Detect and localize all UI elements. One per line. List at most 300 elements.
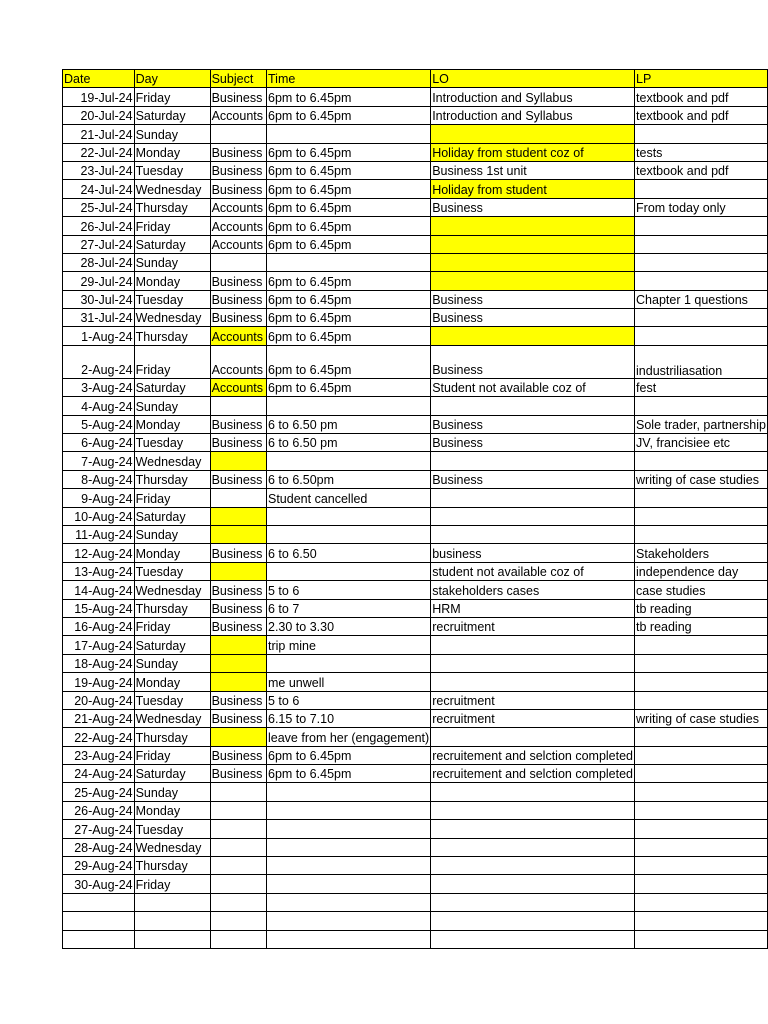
cell-date[interactable]: 23-Jul-24 [63, 161, 135, 179]
cell-subject[interactable] [210, 507, 266, 525]
cell-subject[interactable] [210, 930, 266, 948]
cell-subject[interactable]: Business [210, 746, 266, 764]
cell-lo[interactable] [431, 217, 635, 235]
header-time[interactable]: Time [267, 70, 431, 88]
cell-time[interactable]: me unwell [267, 673, 431, 691]
cell-day[interactable]: Thursday [134, 857, 210, 875]
cell-subject[interactable]: Business [210, 309, 266, 327]
cell-time[interactable] [267, 912, 431, 930]
cell-lo[interactable] [431, 452, 635, 470]
cell-lp[interactable] [635, 820, 768, 838]
table-row [63, 397, 768, 415]
cell-lo[interactable]: Holiday from student [431, 180, 635, 198]
cell-lo[interactable]: Holiday from student coz of [431, 143, 635, 161]
cell-time[interactable]: trip mine [267, 636, 431, 654]
cell-lo[interactable] [431, 912, 635, 930]
cell-lo[interactable]: Introduction and Syllabus [431, 106, 635, 124]
cell-lp[interactable]: tb reading [635, 617, 768, 635]
cell-subject[interactable] [210, 673, 266, 691]
cell-lp[interactable] [635, 893, 768, 911]
cell-subject[interactable]: Business [210, 290, 266, 308]
cell-date[interactable] [63, 893, 135, 911]
cell-time[interactable] [267, 253, 431, 271]
cell-subject[interactable]: Business [210, 470, 266, 488]
cell-lp[interactable]: JV, francisiee etc [635, 434, 768, 452]
cell-date[interactable]: 19-Jul-24 [63, 88, 135, 106]
cell-date[interactable]: 28-Aug-24 [63, 838, 135, 856]
cell-subject[interactable] [210, 857, 266, 875]
cell-date[interactable]: 11-Aug-24 [63, 525, 135, 543]
cell-lo[interactable] [431, 327, 635, 345]
cell-date[interactable]: 6-Aug-24 [63, 434, 135, 452]
cell-subject[interactable]: Business [210, 691, 266, 709]
cell-lo[interactable]: business [431, 544, 635, 562]
cell-day[interactable]: Monday [134, 143, 210, 161]
cell-lo[interactable]: student not available coz of [431, 562, 635, 580]
cell-subject[interactable]: Business [210, 599, 266, 617]
cell-day[interactable]: Tuesday [134, 562, 210, 580]
cell-subject[interactable]: Business [210, 161, 266, 179]
table-row [63, 912, 768, 930]
cell-date[interactable]: 8-Aug-24 [63, 470, 135, 488]
cell-lo[interactable] [431, 783, 635, 801]
cell-date[interactable]: 29-Aug-24 [63, 857, 135, 875]
cell-subject[interactable] [210, 397, 266, 415]
cell-time[interactable] [267, 397, 431, 415]
cell-subject[interactable]: Business [210, 544, 266, 562]
cell-date[interactable]: 21-Aug-24 [63, 709, 135, 727]
cell-date[interactable]: 12-Aug-24 [63, 544, 135, 562]
cell-date[interactable]: 4-Aug-24 [63, 397, 135, 415]
cell-lp[interactable] [635, 636, 768, 654]
cell-subject[interactable] [210, 820, 266, 838]
cell-subject[interactable]: Accounts [210, 217, 266, 235]
table-row [63, 673, 768, 691]
header-lp[interactable]: LP [635, 70, 768, 88]
cell-lp[interactable]: textbook and pdf [635, 88, 768, 106]
cell-lp[interactable] [635, 691, 768, 709]
cell-lo[interactable] [431, 673, 635, 691]
cell-subject[interactable] [210, 452, 266, 470]
cell-day[interactable]: Thursday [134, 327, 210, 345]
cell-time[interactable]: 6pm to 6.45pm [267, 765, 431, 783]
cell-time[interactable]: 6pm to 6.45pm [267, 272, 431, 290]
cell-time[interactable]: leave from her (engagement) [267, 728, 431, 746]
cell-lp[interactable]: textbook and pdf [635, 161, 768, 179]
cell-lp[interactable]: writing of case studies [635, 470, 768, 488]
cell-date[interactable]: 26-Aug-24 [63, 801, 135, 819]
cell-lp[interactable] [635, 838, 768, 856]
cell-time[interactable] [267, 783, 431, 801]
cell-subject[interactable] [210, 525, 266, 543]
cell-lp[interactable] [635, 125, 768, 143]
cell-time[interactable]: 5 to 6 [267, 691, 431, 709]
table-row [63, 452, 768, 470]
cell-date[interactable]: 29-Jul-24 [63, 272, 135, 290]
cell-lp[interactable] [635, 217, 768, 235]
cell-subject[interactable] [210, 893, 266, 911]
cell-lp[interactable] [635, 253, 768, 271]
cell-day[interactable]: Sunday [134, 654, 210, 672]
cell-date[interactable]: 20-Aug-24 [63, 691, 135, 709]
cell-day[interactable]: Tuesday [134, 161, 210, 179]
cell-subject[interactable]: Business [210, 415, 266, 433]
cell-subject[interactable] [210, 636, 266, 654]
cell-lo[interactable] [431, 125, 635, 143]
table-row [63, 820, 768, 838]
cell-date[interactable] [63, 912, 135, 930]
cell-subject[interactable] [210, 654, 266, 672]
cell-lp[interactable] [635, 180, 768, 198]
cell-time[interactable]: 6pm to 6.45pm [267, 106, 431, 124]
cell-lo[interactable] [431, 525, 635, 543]
cell-subject[interactable]: Accounts [210, 378, 266, 396]
cell-time[interactable] [267, 525, 431, 543]
cell-date[interactable]: 15-Aug-24 [63, 599, 135, 617]
cell-time[interactable]: 6.15 to 7.10 [267, 709, 431, 727]
cell-day[interactable]: Friday [134, 875, 210, 893]
cell-date[interactable]: 16-Aug-24 [63, 617, 135, 635]
cell-date[interactable]: 30-Aug-24 [63, 875, 135, 893]
cell-subject[interactable] [210, 562, 266, 580]
cell-day[interactable]: Monday [134, 801, 210, 819]
cell-day[interactable]: Friday [134, 617, 210, 635]
cell-lo[interactable]: Business [431, 434, 635, 452]
cell-day[interactable] [134, 893, 210, 911]
cell-time[interactable]: 6pm to 6.45pm [267, 217, 431, 235]
cell-day[interactable]: Saturday [134, 378, 210, 396]
cell-day[interactable]: Sunday [134, 397, 210, 415]
cell-lp[interactable] [635, 654, 768, 672]
cell-lp[interactable] [635, 235, 768, 253]
cell-lp[interactable]: fest [635, 378, 768, 396]
cell-day[interactable]: Sunday [134, 783, 210, 801]
cell-date[interactable]: 30-Jul-24 [63, 290, 135, 308]
cell-subject[interactable] [210, 728, 266, 746]
cell-lp[interactable] [635, 801, 768, 819]
cell-subject[interactable]: Business [210, 88, 266, 106]
cell-time[interactable] [267, 875, 431, 893]
cell-date[interactable]: 27-Aug-24 [63, 820, 135, 838]
cell-time[interactable]: 6 to 6.50 pm [267, 434, 431, 452]
cell-lp[interactable] [635, 272, 768, 290]
cell-time[interactable] [267, 452, 431, 470]
cell-lo[interactable] [431, 857, 635, 875]
cell-time[interactable]: 6pm to 6.45pm [267, 378, 431, 396]
cell-day[interactable]: Friday [134, 746, 210, 764]
cell-date[interactable]: 20-Jul-24 [63, 106, 135, 124]
cell-day[interactable]: Friday [134, 217, 210, 235]
cell-lo[interactable]: Student not available coz of [431, 378, 635, 396]
table-row [63, 562, 768, 580]
cell-subject[interactable]: Accounts [210, 106, 266, 124]
cell-date[interactable]: 14-Aug-24 [63, 581, 135, 599]
cell-lo[interactable] [431, 489, 635, 507]
cell-time[interactable]: 6pm to 6.45pm [267, 235, 431, 253]
cell-date[interactable]: 26-Jul-24 [63, 217, 135, 235]
cell-day[interactable]: Friday [134, 489, 210, 507]
cell-date[interactable]: 22-Jul-24 [63, 143, 135, 161]
cell-day[interactable] [134, 912, 210, 930]
cell-time[interactable]: 6 to 7 [267, 599, 431, 617]
cell-lo[interactable]: Business [431, 415, 635, 433]
table-row [63, 746, 768, 764]
cell-lo[interactable]: recruitment [431, 709, 635, 727]
cell-time[interactable] [267, 801, 431, 819]
cell-time[interactable]: 6pm to 6.45pm [267, 327, 431, 345]
cell-lp[interactable] [635, 765, 768, 783]
cell-time[interactable] [267, 857, 431, 875]
cell-lo[interactable]: Business [431, 470, 635, 488]
cell-day[interactable]: Thursday [134, 599, 210, 617]
cell-lp[interactable]: Chapter 1 questions [635, 290, 768, 308]
cell-date[interactable]: 5-Aug-24 [63, 415, 135, 433]
cell-day[interactable]: Wednesday [134, 309, 210, 327]
cell-lp[interactable] [635, 857, 768, 875]
cell-lo[interactable] [431, 253, 635, 271]
cell-date[interactable]: 7-Aug-24 [63, 452, 135, 470]
cell-time[interactable]: 6 to 6.50 [267, 544, 431, 562]
cell-day[interactable]: Wednesday [134, 838, 210, 856]
cell-time[interactable]: 6pm to 6.45pm [267, 290, 431, 308]
cell-day[interactable]: Tuesday [134, 691, 210, 709]
cell-lo[interactable] [431, 875, 635, 893]
cell-subject[interactable]: Business [210, 143, 266, 161]
cell-date[interactable]: 21-Jul-24 [63, 125, 135, 143]
cell-day[interactable]: Tuesday [134, 434, 210, 452]
cell-subject[interactable]: Business [210, 765, 266, 783]
cell-time[interactable]: 6pm to 6.45pm [267, 345, 431, 378]
cell-subject[interactable]: Accounts [210, 345, 266, 378]
cell-time[interactable]: 6 to 6.50 pm [267, 415, 431, 433]
cell-lo[interactable] [431, 893, 635, 911]
cell-lo[interactable] [431, 507, 635, 525]
cell-lp[interactable] [635, 912, 768, 930]
cell-day[interactable]: Thursday [134, 470, 210, 488]
table-row [63, 525, 768, 543]
table-row [63, 415, 768, 433]
cell-date[interactable]: 9-Aug-24 [63, 489, 135, 507]
cell-time[interactable] [267, 893, 431, 911]
cell-lo[interactable]: Business [431, 290, 635, 308]
cell-day[interactable]: Saturday [134, 636, 210, 654]
cell-lo[interactable]: recruitment [431, 691, 635, 709]
cell-lo[interactable] [431, 235, 635, 253]
cell-date[interactable]: 22-Aug-24 [63, 728, 135, 746]
cell-time[interactable]: 6pm to 6.45pm [267, 180, 431, 198]
cell-day[interactable]: Saturday [134, 765, 210, 783]
cell-time[interactable]: 5 to 6 [267, 581, 431, 599]
cell-date[interactable]: 10-Aug-24 [63, 507, 135, 525]
cell-date[interactable]: 28-Jul-24 [63, 253, 135, 271]
cell-date[interactable] [63, 930, 135, 948]
cell-subject[interactable]: Business [210, 272, 266, 290]
cell-date[interactable]: 17-Aug-24 [63, 636, 135, 654]
cell-lp[interactable]: tb reading [635, 599, 768, 617]
cell-subject[interactable] [210, 801, 266, 819]
cell-lo[interactable]: Business [431, 309, 635, 327]
cell-date[interactable]: 24-Jul-24 [63, 180, 135, 198]
cell-subject[interactable] [210, 838, 266, 856]
cell-day[interactable]: Friday [134, 345, 210, 378]
cell-subject[interactable] [210, 253, 266, 271]
cell-subject[interactable] [210, 783, 266, 801]
table-row [63, 489, 768, 507]
cell-lp[interactable]: textbook and pdf [635, 106, 768, 124]
cell-date[interactable]: 25-Jul-24 [63, 198, 135, 216]
cell-subject[interactable]: Business [210, 180, 266, 198]
cell-subject[interactable]: Business [210, 434, 266, 452]
cell-lp[interactable] [635, 309, 768, 327]
cell-time[interactable] [267, 507, 431, 525]
cell-day[interactable]: Thursday [134, 728, 210, 746]
cell-day[interactable]: Sunday [134, 125, 210, 143]
cell-day[interactable]: Saturday [134, 106, 210, 124]
cell-lp[interactable] [635, 397, 768, 415]
cell-subject[interactable] [210, 912, 266, 930]
cell-lp[interactable] [635, 452, 768, 470]
cell-time[interactable] [267, 125, 431, 143]
cell-lp[interactable]: tests [635, 143, 768, 161]
header-subject[interactable]: Subject [210, 70, 266, 88]
cell-subject[interactable]: Accounts [210, 327, 266, 345]
cell-date[interactable]: 25-Aug-24 [63, 783, 135, 801]
cell-day[interactable]: Friday [134, 88, 210, 106]
cell-day[interactable]: Tuesday [134, 290, 210, 308]
cell-day[interactable]: Wednesday [134, 709, 210, 727]
cell-date[interactable]: 23-Aug-24 [63, 746, 135, 764]
cell-time[interactable]: 6pm to 6.45pm [267, 198, 431, 216]
header-date[interactable]: Date [63, 70, 135, 88]
cell-time[interactable]: 6pm to 6.45pm [267, 309, 431, 327]
cell-day[interactable]: Saturday [134, 235, 210, 253]
cell-subject[interactable]: Business [210, 709, 266, 727]
cell-time[interactable]: 6pm to 6.45pm [267, 143, 431, 161]
cell-date[interactable]: 3-Aug-24 [63, 378, 135, 396]
cell-lp[interactable]: case studies [635, 581, 768, 599]
cell-time[interactable]: 6 to 6.50pm [267, 470, 431, 488]
cell-day[interactable]: Wednesday [134, 180, 210, 198]
cell-date[interactable]: 24-Aug-24 [63, 765, 135, 783]
cell-time[interactable]: 6pm to 6.45pm [267, 88, 431, 106]
table-row [63, 581, 768, 599]
cell-time[interactable] [267, 654, 431, 672]
cell-lp[interactable] [635, 327, 768, 345]
cell-lo[interactable]: HRM [431, 599, 635, 617]
cell-lp[interactable] [635, 875, 768, 893]
cell-date[interactable]: 18-Aug-24 [63, 654, 135, 672]
cell-time[interactable] [267, 562, 431, 580]
cell-time[interactable]: Student cancelled [267, 489, 431, 507]
cell-lp[interactable] [635, 746, 768, 764]
header-day[interactable]: Day [134, 70, 210, 88]
cell-lo[interactable] [431, 838, 635, 856]
cell-subject[interactable]: Business [210, 581, 266, 599]
cell-lp[interactable] [635, 728, 768, 746]
cell-lp[interactable]: Sole trader, partnership [635, 415, 768, 433]
cell-time[interactable]: 2.30 to 3.30 [267, 617, 431, 635]
cell-lo[interactable]: Business [431, 345, 635, 378]
cell-date[interactable]: 1-Aug-24 [63, 327, 135, 345]
cell-lp[interactable] [635, 507, 768, 525]
cell-time[interactable]: 6pm to 6.45pm [267, 746, 431, 764]
cell-subject[interactable]: Accounts [210, 235, 266, 253]
cell-lp[interactable] [635, 930, 768, 948]
cell-lo[interactable]: Introduction and Syllabus [431, 88, 635, 106]
table-row [63, 253, 768, 271]
cell-subject[interactable] [210, 489, 266, 507]
cell-day[interactable]: Saturday [134, 507, 210, 525]
cell-lp[interactable] [635, 489, 768, 507]
schedule-table [62, 69, 768, 949]
cell-lo[interactable] [431, 728, 635, 746]
cell-lo[interactable]: recruitement and selction completed [431, 765, 635, 783]
cell-time[interactable] [267, 930, 431, 948]
cell-lo[interactable] [431, 272, 635, 290]
cell-lp[interactable] [635, 525, 768, 543]
table-row [63, 930, 768, 948]
cell-lo[interactable]: stakeholders cases [431, 581, 635, 599]
cell-time[interactable] [267, 838, 431, 856]
cell-subject[interactable] [210, 125, 266, 143]
cell-day[interactable]: Monday [134, 544, 210, 562]
cell-lp[interactable]: writing of case studies [635, 709, 768, 727]
cell-day[interactable]: Monday [134, 673, 210, 691]
cell-day[interactable] [134, 930, 210, 948]
cell-lo[interactable]: recruitment [431, 617, 635, 635]
cell-lp[interactable] [635, 673, 768, 691]
cell-day[interactable]: Tuesday [134, 820, 210, 838]
cell-lo[interactable] [431, 397, 635, 415]
cell-date[interactable]: 27-Jul-24 [63, 235, 135, 253]
cell-subject[interactable]: Business [210, 617, 266, 635]
cell-date[interactable]: 2-Aug-24 [63, 345, 135, 378]
cell-lp[interactable]: independence day [635, 562, 768, 580]
table-row [63, 617, 768, 635]
cell-date[interactable]: 13-Aug-24 [63, 562, 135, 580]
cell-day[interactable]: Sunday [134, 253, 210, 271]
cell-day[interactable]: Sunday [134, 525, 210, 543]
cell-lo[interactable]: recruitement and selction completed [431, 746, 635, 764]
cell-lp[interactable]: industriliasation [635, 345, 768, 378]
cell-day[interactable]: Wednesday [134, 452, 210, 470]
cell-day[interactable]: Monday [134, 415, 210, 433]
cell-subject[interactable]: Accounts [210, 198, 266, 216]
cell-lo[interactable] [431, 801, 635, 819]
cell-lo[interactable] [431, 636, 635, 654]
cell-lp[interactable] [635, 783, 768, 801]
header-lo[interactable]: LO [431, 70, 635, 88]
cell-day[interactable]: Thursday [134, 198, 210, 216]
table-row [63, 143, 768, 161]
cell-date[interactable]: 19-Aug-24 [63, 673, 135, 691]
cell-lo[interactable] [431, 654, 635, 672]
cell-day[interactable]: Monday [134, 272, 210, 290]
cell-lo[interactable] [431, 930, 635, 948]
cell-lo[interactable] [431, 820, 635, 838]
cell-time[interactable]: 6pm to 6.45pm [267, 161, 431, 179]
cell-subject[interactable] [210, 875, 266, 893]
cell-lo[interactable]: Business 1st unit [431, 161, 635, 179]
cell-time[interactable] [267, 820, 431, 838]
cell-lp[interactable]: From today only [635, 198, 768, 216]
cell-lo[interactable]: Business [431, 198, 635, 216]
cell-day[interactable]: Wednesday [134, 581, 210, 599]
table-row [63, 728, 768, 746]
cell-lp[interactable]: Stakeholders [635, 544, 768, 562]
cell-date[interactable]: 31-Jul-24 [63, 309, 135, 327]
table-row [63, 765, 768, 783]
